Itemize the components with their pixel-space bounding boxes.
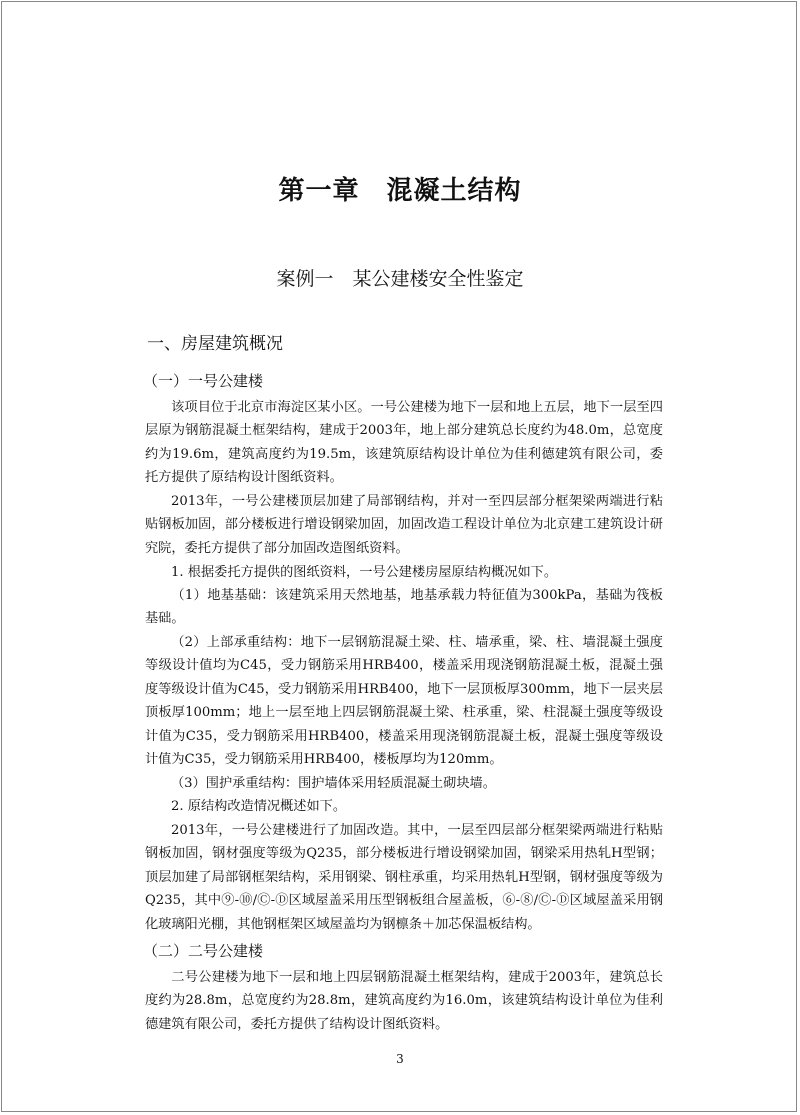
- page-number: 3: [396, 1052, 404, 1066]
- section-title: 一、房屋建筑概况: [147, 334, 283, 354]
- paragraph: 2. 原结构改造情况概述如下。: [171, 799, 347, 814]
- subsection-title: （二）二号公建楼: [143, 942, 264, 960]
- paragraph: 二号公建楼为地下一层和地上四层钢筋混凝土框架结构，建成于2003年，建筑总长度约为28.8m，总宽度约为28.8m，建筑高度约为16.0m，该建筑结构设计单位为佳利德建筑有限公司，委托方提供了结构设计图纸资料。: [145, 970, 663, 1032]
- paragraph: 2013年，一号公建楼进行了加固改造。其中，一层至四层部分框架梁两端进行粘贴钢板加固，钢材强度等级为Q235，部分楼板进行增设钢梁加固，钢梁采用热轧H型钢；顶层加建了局部钢框架结构，采用钢梁、钢柱承重，均采用热轧H型钢，钢材强度等级为Q235，其中⑨-⑩/Ⓒ-Ⓓ区域屋盖采用压型钢板组合屋盖板，⑥-⑧/Ⓒ-Ⓓ区域屋盖采用钢化玻璃阳光棚，其他钢框架区域屋盖均为钢檩条＋加芯保温板结构。: [145, 823, 663, 932]
- paragraph: 该项目位于北京市海淀区某小区。一号公建楼为地下一层和地上五层，地下一层至四层原为钢筋混凝土框架结构，建成于2003年，地上部分建筑总长度约为48.0m，总宽度约为19.6m，建筑高度约为19.5m，该建筑原结构设计单位为佳利德建筑有限公司，委托方提供了原结构设计图纸资料。: [145, 400, 663, 486]
- paragraph: 1. 根据委托方提供的图纸资料，一号公建楼房屋原结构概况如下。: [171, 565, 558, 580]
- paragraph: （2）上部承重结构：地下一层钢筋混凝土梁、柱、墙承重，梁、柱、墙混凝土强度等级设计值均为C45，受力钢筋采用HRB400，楼盖采用现浇钢筋混凝土板，混凝土强度等级设计值为C45，受力钢筋采用HRB400，地下一层顶板厚300mm，地下一层夹层顶板厚100mm；地上一层至地上四层钢筋混凝土梁、柱承重，梁、柱混凝土强度等级设计值为C35，受力钢筋采用HRB400，楼盖采用现浇钢筋混凝土板，混凝土强度等级设计值为C35，受力钢筋采用HRB400，楼板厚均为120mm。: [145, 635, 663, 768]
- paragraph: （1）地基基础：该建筑采用天然地基，地基承载力特征值为300kPa，基础为筏板基础。: [145, 588, 663, 627]
- case-title: 案例一 某公建楼安全性鉴定: [276, 268, 524, 290]
- paragraph: 2013年，一号公建楼顶层加建了局部钢结构，并对一至四层部分框架梁两端进行粘贴钢板加固，部分楼板进行增设钢梁加固，加固改造工程设计单位为北京建工建筑设计研究院，委托方提供了部分加固改造图纸资料。: [145, 494, 663, 556]
- paragraph: （3）围护承重结构：围护墙体采用轻质混凝土砌块墙。: [171, 776, 496, 791]
- chapter-title: 第一章 混凝土结构: [278, 176, 522, 206]
- subsection-title: （一）一号公建楼: [143, 372, 264, 390]
